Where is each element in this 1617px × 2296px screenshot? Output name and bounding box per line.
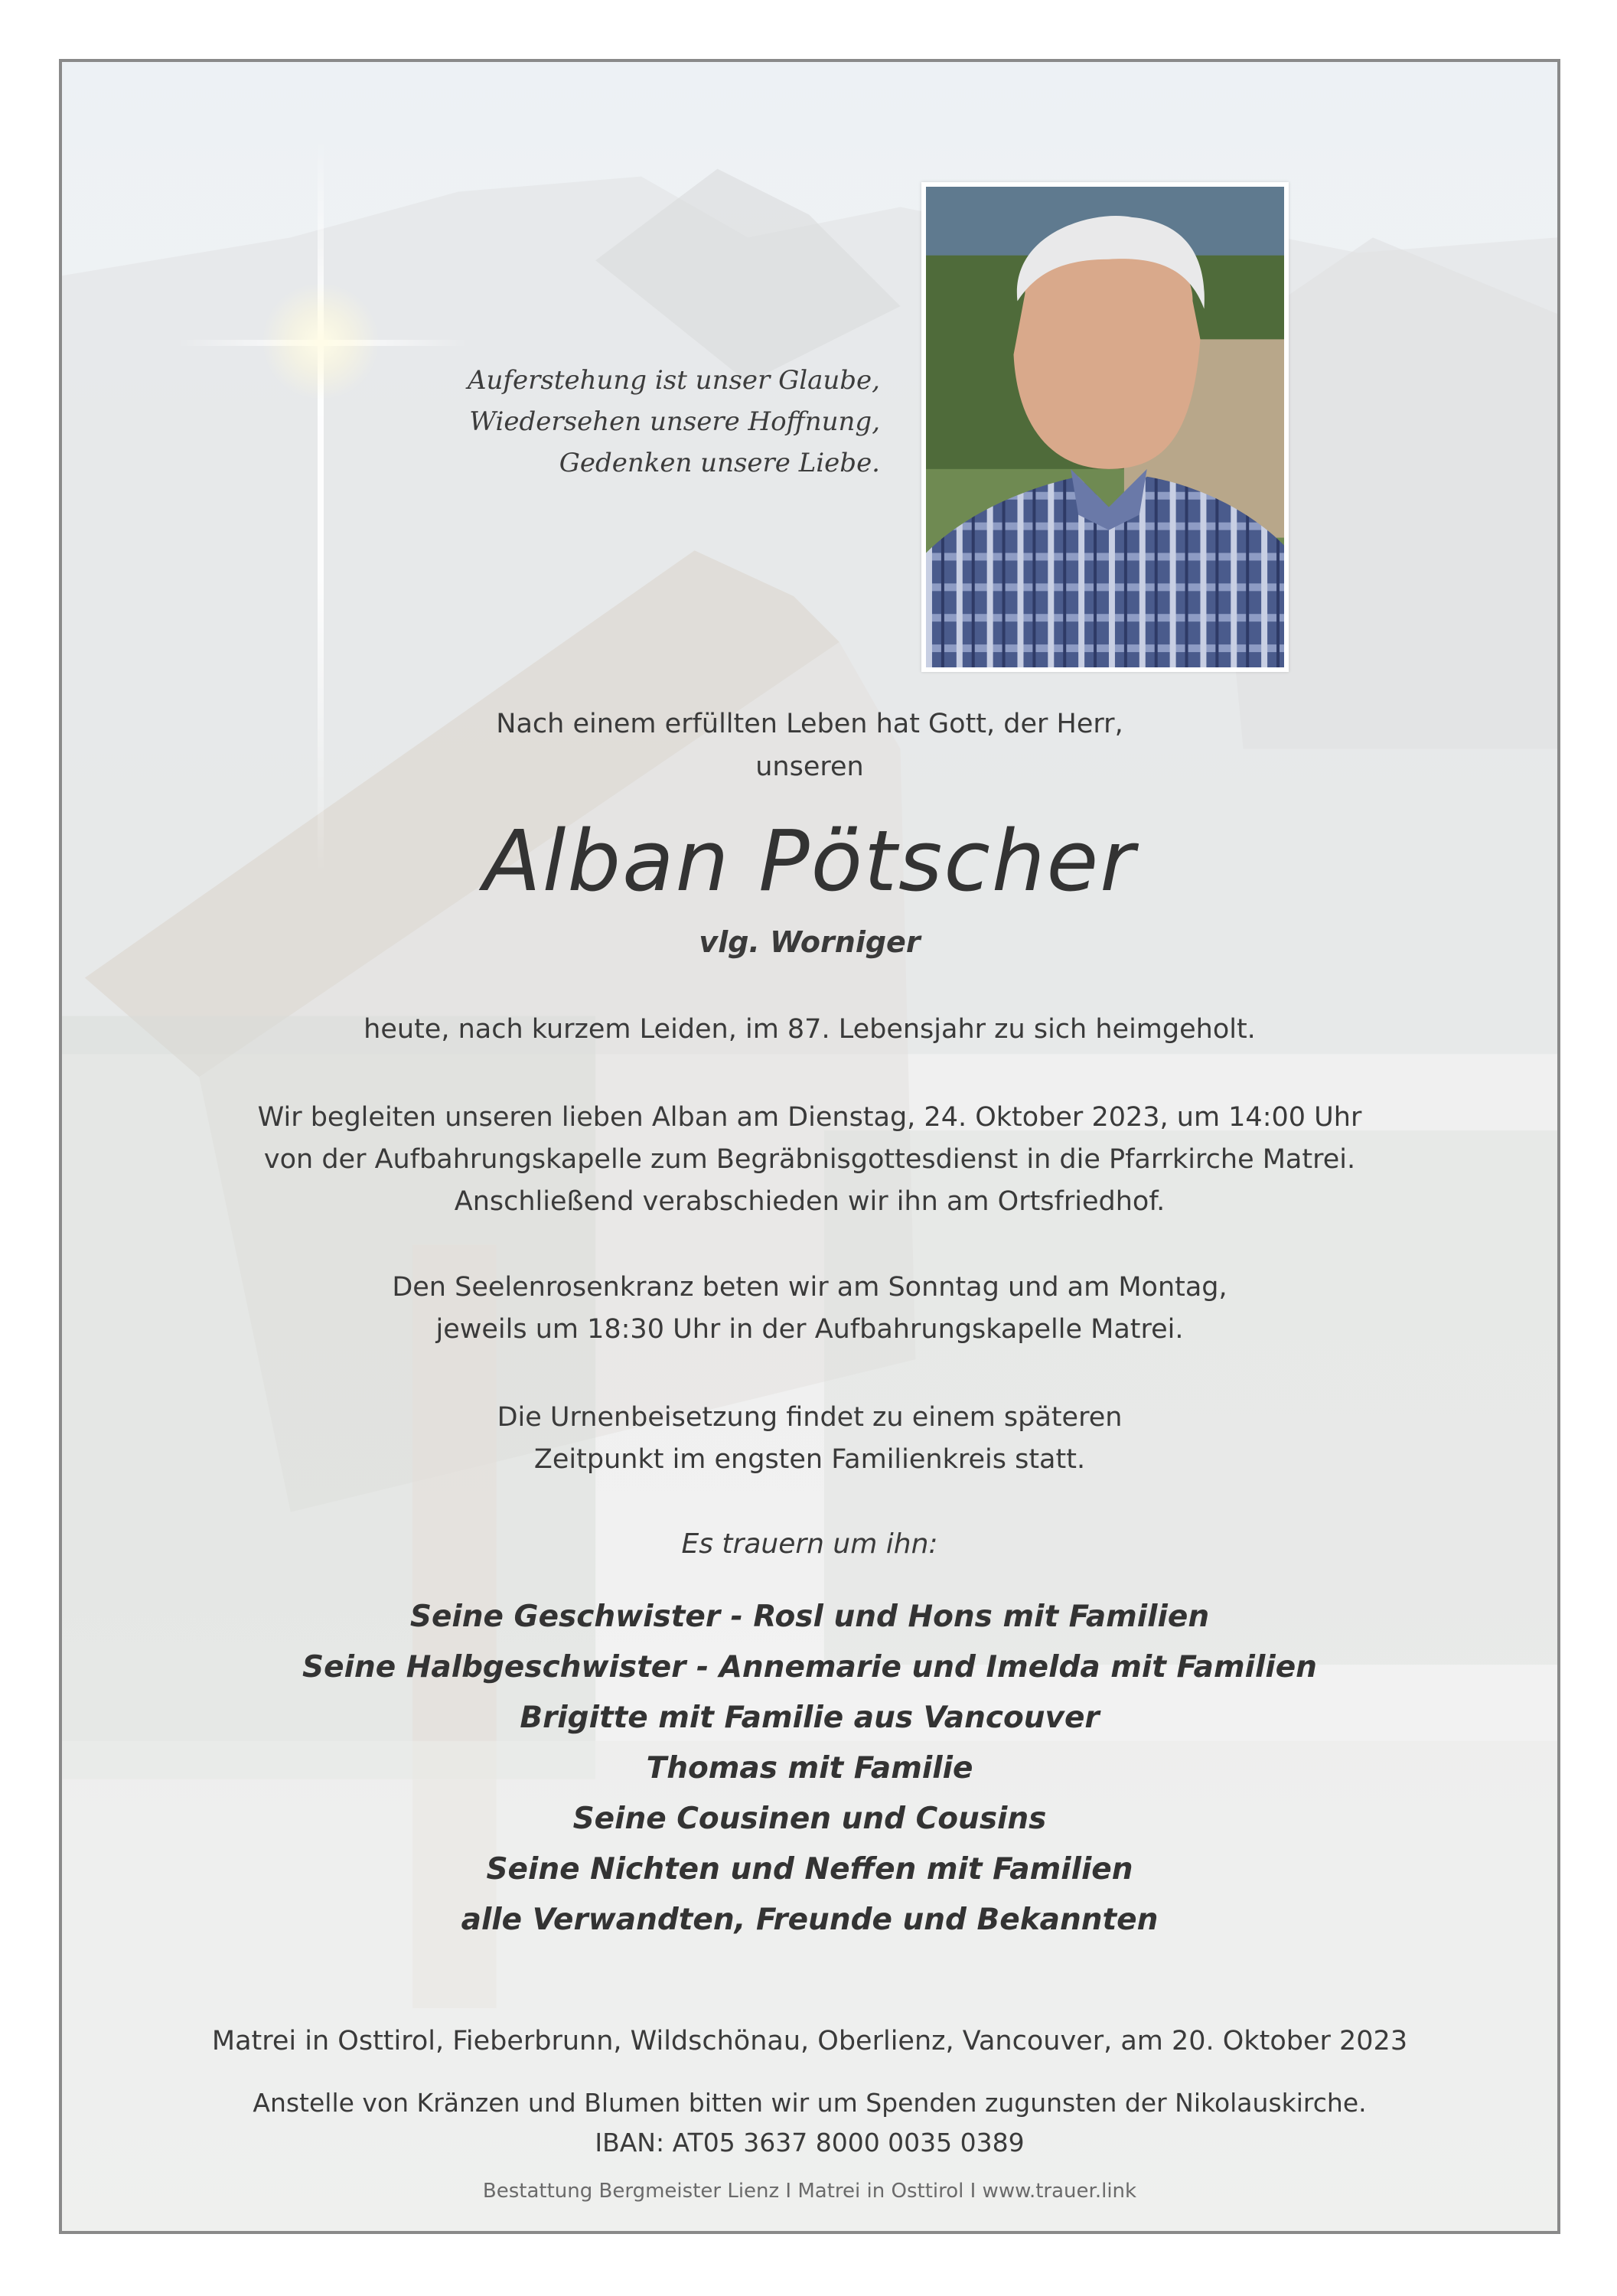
- motto-line: Auferstehung ist unser Glaube,: [467, 365, 880, 396]
- mourners-heading: Es trauern um ihn:: [681, 1528, 938, 1560]
- place-and-date: Matrei in Osttirol, Fieberbrunn, Wildschönau, Oberlienz, Vancouver, am 20. Oktober 2023: [211, 2026, 1408, 2056]
- motto-quote: [383, 360, 880, 484]
- paragraph-line: Zeitpunkt im engsten Familienkreis statt.: [533, 1444, 1086, 1475]
- intro-line: Nach einem erfüllten Leben hat Gott, der Herr,: [496, 709, 1123, 739]
- mourner-entry: Seine Geschwister - Rosl und Hons mit Familien: [409, 1600, 1210, 1634]
- paragraph-death: [59, 1009, 1560, 1051]
- portrait-photo: [921, 182, 1289, 672]
- intro-line: unseren: [755, 752, 864, 782]
- deceased-vulgo-name: vlg. Worniger: [699, 925, 921, 959]
- deceased-name: Alban Pötscher: [483, 812, 1136, 910]
- paragraph-line: Wir begleiten unseren lieben Alban am Dienstag, 24. Oktober 2023, um 14:00 Uhr: [257, 1102, 1362, 1133]
- mourner-entry: alle Verwandten, Freunde und Bekannten: [461, 1903, 1159, 1937]
- motto-line: Gedenken unsere Liebe.: [559, 448, 880, 478]
- paragraph-urn: [59, 1397, 1560, 1481]
- donation-text: Anstelle von Kränzen und Blumen bitten wir um Spenden zugunsten der Nikolauskirche.: [253, 2088, 1367, 2118]
- mourner-entry: Brigitte mit Familie aus Vancouver: [520, 1701, 1100, 1735]
- donation-iban: IBAN: AT05 3637 8000 0035 0389: [595, 2128, 1025, 2157]
- paragraph-line: von der Aufbahrungskapelle zum Begräbnisgottesdienst in die Pfarrkirche Matrei.: [263, 1144, 1356, 1175]
- paragraph-line: jeweils um 18:30 Uhr in der Aufbahrungskapelle Matrei.: [435, 1314, 1184, 1345]
- intro-text: [59, 703, 1560, 788]
- light-cross-glow: [259, 284, 382, 399]
- mourner-entry: Thomas mit Familie: [646, 1751, 973, 1786]
- paragraph-line: Anschließend verabschieden wir ihn am Ortsfriedhof.: [454, 1186, 1165, 1217]
- paragraph-line: heute, nach kurzem Leiden, im 87. Lebensjahr zu sich heimgeholt.: [363, 1014, 1256, 1045]
- paragraph-line: Den Seelenrosenkranz beten wir am Sonntag und am Montag,: [392, 1272, 1227, 1303]
- paragraph-line: Die Urnenbeisetzung findet zu einem späteren: [497, 1402, 1123, 1433]
- donation-note: [59, 2083, 1560, 2163]
- motto-line: Wiedersehen unsere Hoffnung,: [469, 406, 880, 437]
- mourner-entry: Seine Nichten und Neffen mit Familien: [486, 1852, 1133, 1887]
- mourners-list: [59, 1592, 1560, 1945]
- mourner-entry: Seine Cousinen und Cousins: [572, 1802, 1047, 1836]
- paragraph-funeral: [59, 1097, 1560, 1223]
- paragraph-rosary: [59, 1267, 1560, 1351]
- undertaker-footer: Bestattung Bergmeister Lienz I Matrei in Osttirol I www.trauer.link: [482, 2180, 1137, 2203]
- mourner-entry: Seine Halbgeschwister - Annemarie und Imelda mit Familien: [302, 1650, 1317, 1684]
